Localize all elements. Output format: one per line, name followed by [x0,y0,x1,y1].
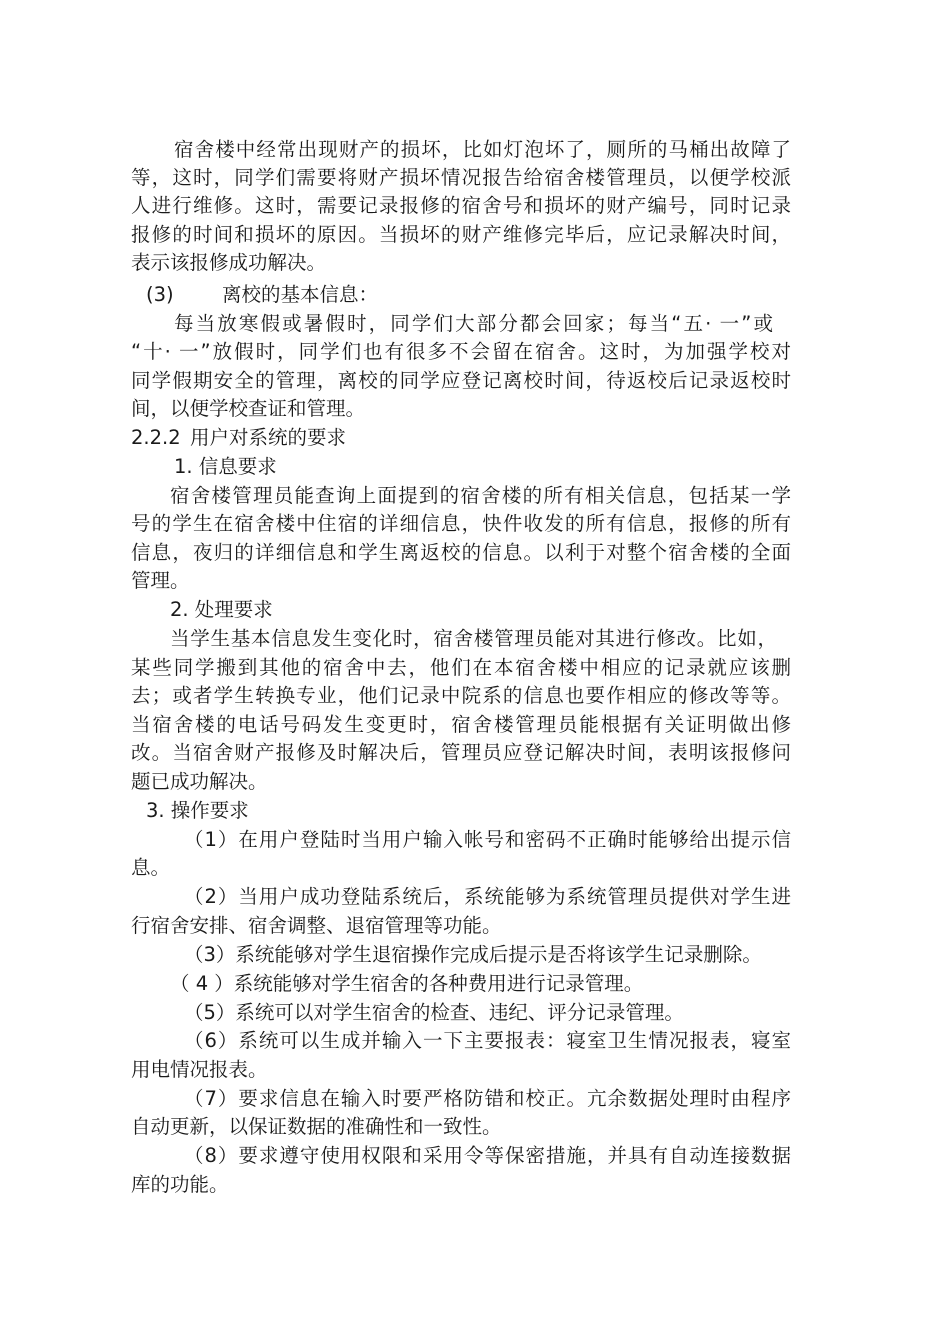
paragraph-line: 当学生基本信息发生变化时，宿舍楼管理员能对其进行修改。比如， [170,627,777,650]
paragraph-line: 改。当宿舍财产报修及时解决后，管理员应登记解决时间，表明该报修问 [131,741,791,764]
paragraph-line: 报修的时间和损坏的原因。当损坏的财产维修完毕后，应记录解决时间， [131,223,791,246]
paragraph-line: 某些同学搬到其他的宿舍中去，他们在本宿舍楼中相应的记录就应该删 [131,656,791,679]
subsection-title: 用户对系统的要求 [190,426,347,449]
list-item: （3）系统能够对学生退宿操作完成后提示是否将该学生记录删除。 [184,943,762,966]
paragraph-line: 同学假期安全的管理，离校的同学应登记离校时间，待返校后记录返校时 [131,369,791,392]
paragraph-line: 宿舍楼管理员能查询上面提到的宿舍楼的所有相关信息，包括某一学 [170,484,791,507]
paragraph-line: “十· 一”放假时，同学们也有很多不会留在宿舍。这时，为加强学校对 [131,340,791,363]
paragraph-line: 宿舍楼中经常出现财产的损坏，比如灯泡坏了，厕所的马桶出故障了 [174,138,791,161]
paragraph-line: 题已成功解决。 [131,770,268,793]
paragraph-line: 间，以便学校查证和管理。 [131,397,366,420]
section-number: (3) [146,283,174,306]
section-title: 离校的基本信息： [222,283,379,306]
list-item: （8）要求遵守使用权限和采用令等保密措施，并具有自动连接数据 [184,1144,791,1167]
list-item: （5）系统可以对学生宿舍的检查、违纪、评分记录管理。 [184,1001,684,1024]
paragraph-line: 去；或者学生转换专业，他们记录中院系的信息也要作相应的修改等等。 [131,684,791,707]
list-item: （6）系统可以生成并输入一下主要报表：寝室卫生情况报表，寝室 [184,1029,791,1052]
list-item-continued: 自动更新，以保证数据的准确性和一致性。 [131,1115,502,1138]
list-item: （2）当用户成功登陆系统后，系统能够为系统管理员提供对学生进 [184,885,791,908]
list-item-continued: 息。 [131,856,171,879]
list-item: （ 4 ）系统能够对学生宿舍的各种费用进行记录管理。 [170,972,644,995]
processing-requirements-heading: 2. 处理要求 [170,598,273,621]
paragraph-line: 等，这时，同学们需要将财产损坏情况报告给宿舍楼管理员，以便学校派 [131,166,791,189]
list-item-continued: 用电情况报表。 [131,1058,268,1081]
info-requirements-heading: 1. 信息要求 [174,455,277,478]
paragraph-line: 号的学生在宿舍楼中住宿的详细信息，快件收发的所有信息，报修的所有 [131,512,791,535]
list-item: （7）要求信息在输入时要严格防错和校正。亢余数据处理时由程序 [184,1087,791,1110]
paragraph-line: 管理。 [131,569,190,592]
paragraph-line: 人进行维修。这时，需要记录报修的宿舍号和损坏的财产编号，同时记录 [131,194,791,217]
operation-requirements-heading: 3. 操作要求 [146,799,249,822]
list-item-continued: 行宿舍安排、宿舍调整、退宿管理等功能。 [131,914,502,937]
list-item: （1）在用户登陆时当用户输入帐号和密码不正确时能够给出提示信 [184,828,791,851]
paragraph-line: 表示该报修成功解决。 [131,251,327,274]
paragraph-line: 信息，夜归的详细信息和学生离返校的信息。以利于对整个宿舍楼的全面 [131,541,791,564]
paragraph-line: 每当放寒假或暑假时，同学们大部分都会回家；每当“五· 一”或 [174,312,773,335]
paragraph-line: 当宿舍楼的电话号码发生变更时，宿舍楼管理员能根据有关证明做出修 [131,713,791,736]
list-item-continued: 库的功能。 [131,1173,229,1196]
subsection-number: 2.2.2 [131,426,181,449]
